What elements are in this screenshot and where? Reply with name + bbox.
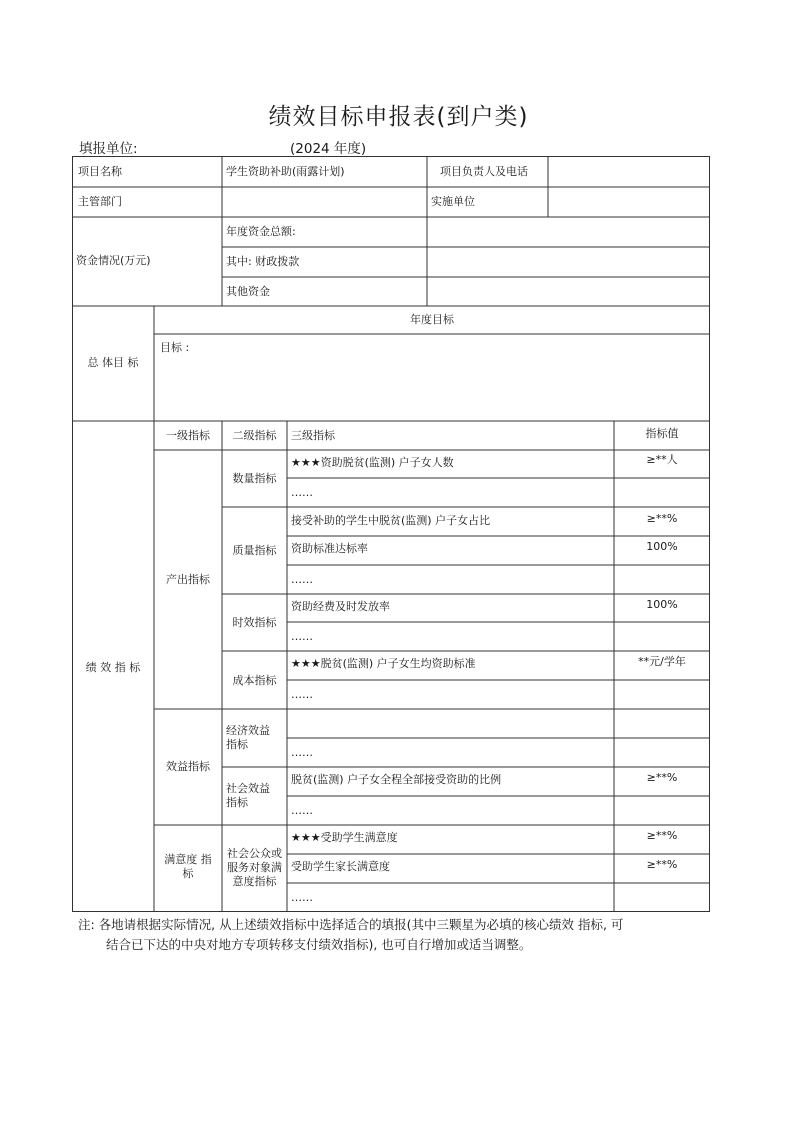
footnote-line-1: 注: 各地请根据实际情况, 从上述绩效指标中选择适合的填报(其中三颗星为必填的核心绩效 指标, 可 [78,917,624,932]
indicator-value-14: ≥**% [646,829,678,842]
indicator-value-15: ≥**% [646,858,678,871]
level3-row-4: 资助标准达标率 [291,542,368,555]
level1-output: 产出指标 [166,573,210,586]
project-leader-label: 项目负责人及电话 [440,165,528,178]
level3-row-7: …… [291,630,313,643]
fund-total-label: 年度资金总额: [226,225,296,238]
level2-timeliness: 时效指标 [232,616,277,629]
level3-row-2: …… [291,486,313,499]
performance-form-table [72,156,710,912]
level3-row-16: …… [291,891,313,904]
year-label: (2024 年度) [290,141,367,157]
project-name-label: 项目名称 [78,165,122,178]
table-grid-lines [72,156,710,912]
level1-header: 一级指标 [166,429,210,442]
indicator-value-header: 指标值 [645,427,679,440]
level3-row-13: …… [291,804,313,817]
level3-row-5: …… [291,573,313,586]
footnote-line-2: 结合已下达的中央对地方专项转移支付绩效指标), 也可自行增加或适当调整。 [106,937,532,952]
level3-row-11: …… [291,746,313,759]
form-title: 绩效目标申报表(到户类) [268,104,529,130]
supervising-dept-label: 主管部门 [78,195,122,208]
fund-other-label: 其他资金 [226,285,270,298]
level2-service-satisfaction: 社会公众或 服务对象满 意度指标 [227,847,282,888]
goal-content: 目标 : [160,341,190,354]
performance-indicator-label: 绩 效 指 标 [85,661,141,674]
indicator-value-1: ≥**人 [646,453,678,466]
level2-cost: 成本指标 [232,674,277,687]
project-name-value: 学生资助补助(雨露计划) [226,165,345,178]
fund-status-label: 资金情况(万元) [76,254,151,267]
level3-row-6: 资助经费及时发放率 [291,600,390,613]
footnote [78,915,718,955]
level3-row-8: ★★★脱贫(监测) 户子女生均资助标准 [291,657,476,670]
indicator-value-6: 100% [646,598,678,611]
level2-quality: 质量指标 [232,544,277,557]
indicator-value-8: **元/学年 [638,655,686,668]
fund-fiscal-label: 其中: 财政拨款 [226,255,300,268]
overall-goal-label: 总 体目 标 [87,356,139,369]
level3-row-1: ★★★资助脱贫(监测) 户子女人数 [291,456,454,469]
level3-row-14: ★★★受助学生满意度 [291,831,398,844]
implementing-unit-label: 实施单位 [431,195,475,208]
indicator-value-3: ≥**% [646,512,678,525]
indicator-value-12: ≥**% [646,771,678,784]
level3-header: 三级指标 [291,429,335,442]
level1-benefit: 效益指标 [166,760,210,773]
annual-goal-label: 年度目标 [410,313,454,326]
level3-row-3: 接受补助的学生中脱贫(监测) 户子女占比 [291,514,491,527]
level2-quantity: 数量指标 [232,472,277,485]
level1-satisfaction: 满意度 指 标 [164,853,212,880]
indicator-value-4: 100% [646,540,678,553]
level3-row-12: 脱贫(监测) 户子女全程全部接受资助的比例 [291,773,502,786]
level2-economic: 经济效益 指标 [226,724,270,751]
level3-row-15: 受助学生家长满意度 [291,860,390,873]
level2-header: 二级指标 [232,429,277,442]
level3-row-9: …… [291,688,313,701]
reporting-unit-label: 填报单位: [79,141,138,157]
level2-social: 社会效益 指标 [226,782,270,809]
